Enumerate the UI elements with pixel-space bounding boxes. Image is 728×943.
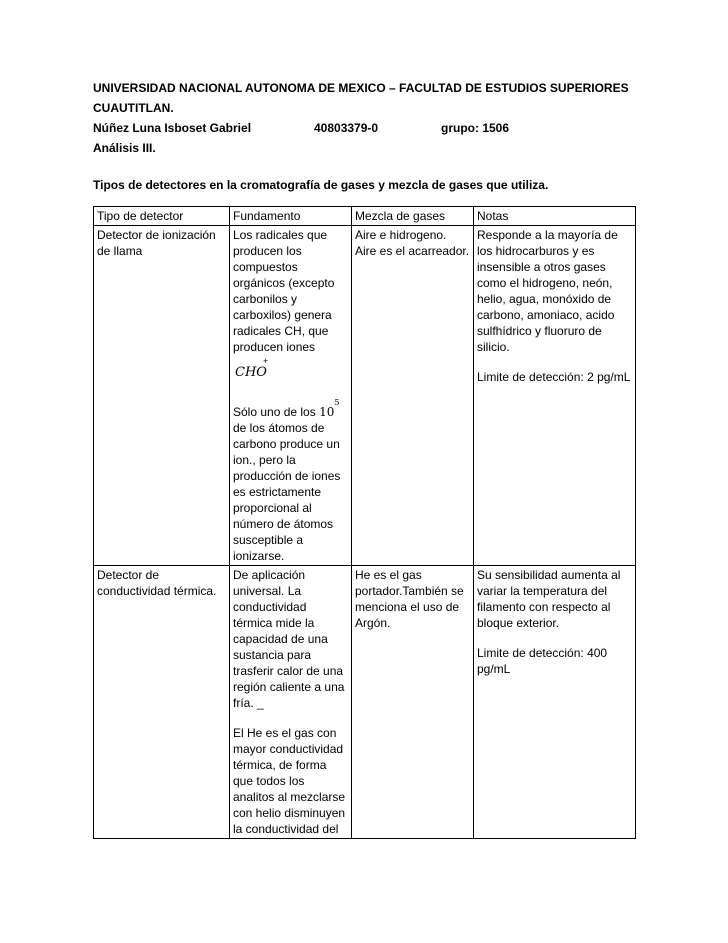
formula-base: CHO: [235, 365, 267, 380]
notas-text: Responde a la mayoría de los hidrocarburos y es insensible a otros gases como el hidrogeno, neón, helio, agua, monóxido de carbono, amoniaco, acido sulfhídrico y fluoruro de silicio.: [477, 228, 618, 354]
header-notas: Notas: [474, 207, 636, 226]
institution-line-2: CUAUTITLAN.: [93, 101, 174, 115]
detection-limit: Limite de detección: 2 pg/mL: [477, 370, 631, 384]
fundamento-text: De aplicación universal. La conductividad térmica mide la capacidad de una sustancia para trasferir calor de una región caliente a una fría. _: [233, 568, 345, 710]
cell-mezcla: He es el gas portador.También se menciona el uso de Argón.: [352, 566, 474, 839]
student-name: Núñez Luna Isboset Gabriel: [93, 121, 252, 135]
cell-mezcla: Aire e hidrogeno. Aire es el acarreador.: [352, 226, 474, 566]
document-header: [93, 78, 653, 158]
cell-fundamento: [230, 566, 352, 839]
course-name: Análisis III.: [93, 141, 156, 155]
cell-tipo: Detector de ionización de llama: [94, 226, 230, 566]
student-info-row: [93, 118, 653, 138]
cell-notas: [474, 566, 636, 839]
formula-charge: +: [263, 356, 269, 366]
fundamento-text: Los radicales que producen los compuestos orgánicos (excepto carbonilos y carboxilos) genera radicales CH, que producen iones: [233, 228, 335, 354]
header-fundamento: Fundamento: [230, 207, 352, 226]
notas-text: Su sensibilidad aumenta al variar la temperatura del filamento con respecto al bloque exterior.: [477, 568, 621, 630]
table-row: [94, 226, 636, 566]
cell-tipo: Detector de conductividad térmica.: [94, 566, 230, 839]
fundamento-text-2: [233, 398, 348, 564]
detectors-table: [93, 206, 636, 839]
ion-formula: [233, 355, 348, 387]
header-tipo: Tipo de detector: [94, 207, 230, 226]
detection-limit: Limite de detección: 400 pg/mL: [477, 646, 608, 676]
table-row: [94, 566, 636, 839]
document-subtitle: Tipos de detectores en la cromatografía de gases y mezcla de gases que utiliza.: [93, 178, 549, 192]
account-number: 40803379-0: [314, 121, 379, 135]
group-number: grupo: 1506: [441, 121, 510, 135]
header-mezcla: Mezcla de gases: [352, 207, 474, 226]
cell-fundamento: [230, 226, 352, 566]
fundamento-pre: Sólo uno de los: [233, 405, 316, 419]
fundamento-text-2: El He es el gas con mayor conductividad térmica, de forma que todos los analitos al mezclarse con helio disminuyen la conductividad del: [233, 726, 346, 836]
table-header-row: [94, 207, 636, 226]
fundamento-post: de los átomos de carbono produce un ion., pero la producción de iones es estrictamente proporcional al número de átomos susceptible a ionizarse.: [233, 421, 341, 563]
cell-notas: [474, 226, 636, 566]
exponent-base: 10: [319, 405, 335, 419]
exponent-power: 5: [334, 398, 340, 407]
institution-line: UNIVERSIDAD NACIONAL AUTONOMA DE MEXICO – FACULTAD DE ESTUDIOS SUPERIORES: [93, 81, 629, 95]
